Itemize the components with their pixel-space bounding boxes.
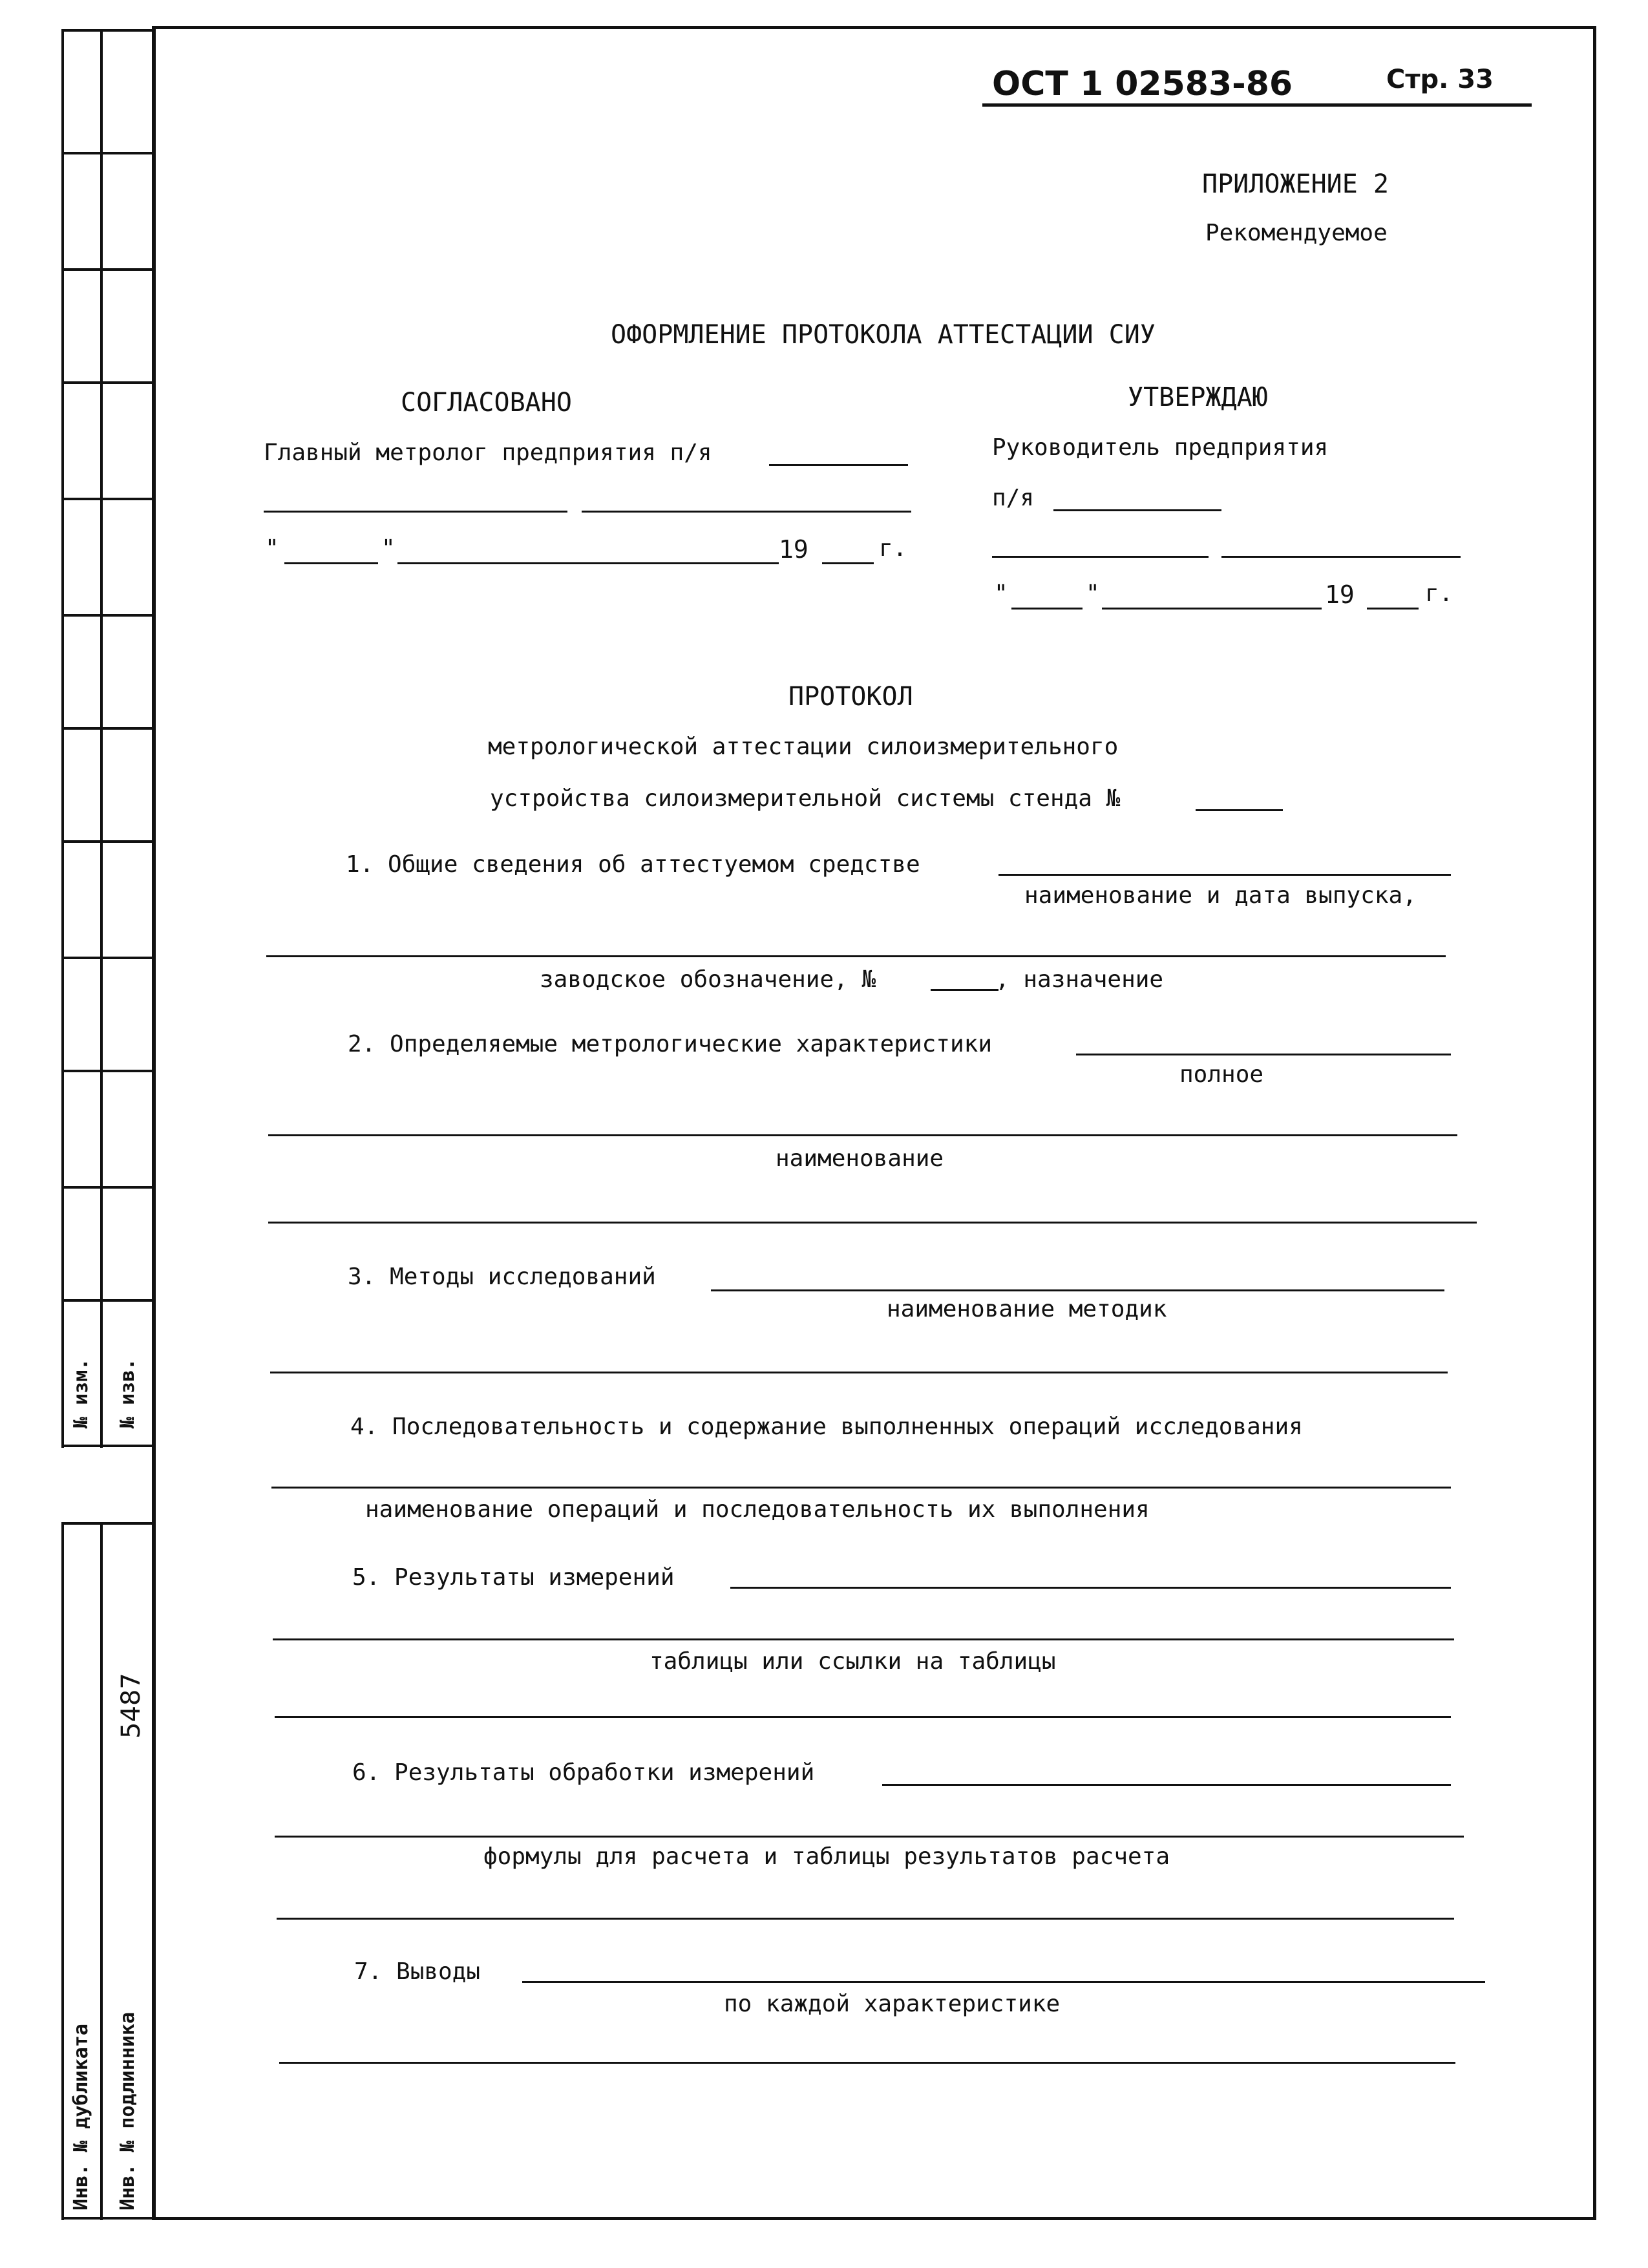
right-year: 19 xyxy=(1325,580,1355,609)
director-pya-blank xyxy=(1053,509,1221,511)
right-date-quote1: " xyxy=(994,580,1008,607)
section-4-label: 4. Последовательность и содержание выполненных операций исследования xyxy=(350,1414,1303,1440)
section-2-label: 2. Определяемые метрологические характеристики xyxy=(348,1031,992,1057)
right-year-blank xyxy=(1367,608,1419,609)
section-2-line3 xyxy=(268,1222,1477,1224)
section-6-label: 6. Результаты обработки измерений xyxy=(352,1759,815,1786)
page-label: Стр. 33 xyxy=(1386,65,1494,94)
left-date-quote2: " xyxy=(381,535,396,562)
section-4-line2 xyxy=(271,1487,1451,1489)
left-date-month-blank xyxy=(397,562,779,564)
director-pya-label: п/я xyxy=(992,485,1035,511)
left-date-quote1: " xyxy=(265,535,279,562)
section-1-field xyxy=(998,874,1451,876)
page-frame xyxy=(152,26,1596,2220)
metrologist-label: Главный метролог предприятия п/я xyxy=(264,440,712,466)
section-3-label: 3. Методы исследований xyxy=(348,1264,656,1290)
appendix-title: ПРИЛОЖЕНИЕ 2 xyxy=(1202,169,1389,199)
appendix-status: Рекомендуемое xyxy=(1205,220,1388,246)
section-1-label: 1. Общие сведения об аттестуемом средстве xyxy=(346,851,920,878)
right-date-month-blank xyxy=(1102,608,1322,609)
dubl-label: Инв. № дубликата xyxy=(70,2024,92,2210)
protocol-title: ПРОТОКОЛ xyxy=(788,682,913,712)
main-title: ОФОРМЛЕНИЕ ПРОТОКОЛА АТТЕСТАЦИИ СИУ xyxy=(611,320,1156,350)
section-7-hint1: по каждой характеристике xyxy=(724,1991,1061,2017)
approve-heading: УТВЕРЖДАЮ xyxy=(1128,383,1268,412)
section-5-hint1: таблицы или ссылки на таблицы xyxy=(650,1648,1056,1675)
left-year-suffix: г. xyxy=(879,535,907,562)
section-3-hint1: наименование методик xyxy=(887,1296,1167,1322)
right-year-suffix: г. xyxy=(1425,580,1453,607)
left-date-day-blank xyxy=(284,562,378,564)
section-3-line2 xyxy=(270,1372,1448,1373)
protocol-subtitle2: устройства силоизмерительной системы стенда № xyxy=(490,785,1121,812)
section-6-hint1: формулы для расчета и таблицы результатов расчета xyxy=(483,1843,1170,1870)
director-name-blank xyxy=(1221,556,1461,558)
section-2-field xyxy=(1076,1054,1451,1055)
section-1-line2 xyxy=(266,955,1446,957)
section-6-line2 xyxy=(275,1836,1464,1838)
section-1-hint1: наименование и дата выпуска, xyxy=(1024,882,1417,909)
section-1-hint2b: , назначение xyxy=(995,966,1164,993)
section-7-label: 7. Выводы xyxy=(354,1958,481,1985)
podl-number: 5487 xyxy=(116,1673,146,1739)
metrologist-pya-blank xyxy=(769,464,908,466)
section-5-label: 5. Результаты измерений xyxy=(352,1564,675,1591)
section-6-line3 xyxy=(277,1918,1454,1920)
section-5-line2 xyxy=(273,1638,1454,1640)
section-2-hint1: полное xyxy=(1179,1061,1264,1088)
section-3-field xyxy=(711,1289,1444,1291)
metrologist-signature-blank xyxy=(264,511,567,513)
protocol-subtitle1: метрологической аттестации силоизмерительного xyxy=(488,734,1119,760)
agreed-heading: СОГЛАСОВАНО xyxy=(401,388,572,418)
right-date-quote2: " xyxy=(1086,580,1100,607)
metrologist-name-blank xyxy=(582,511,911,513)
section-1-hint2: заводское обозначение, № xyxy=(540,966,876,993)
section-1-number-blank xyxy=(931,989,998,991)
podl-label: Инв. № подлинника xyxy=(116,2011,139,2210)
director-signature-blank xyxy=(992,556,1209,558)
section-4-hint1: наименование операций и последовательность их выполнения xyxy=(365,1496,1150,1523)
header-underline xyxy=(982,103,1532,107)
director-label: Руководитель предприятия xyxy=(992,434,1329,461)
doc-code: ОСТ 1 02583-86 xyxy=(992,65,1293,103)
section-5-line3 xyxy=(275,1716,1451,1718)
section-6-field xyxy=(882,1784,1451,1786)
section-2-line2 xyxy=(268,1134,1457,1136)
stand-number-blank xyxy=(1196,809,1283,811)
right-date-day-blank xyxy=(1011,608,1083,609)
section-7-field xyxy=(522,1981,1485,1983)
section-7-line2 xyxy=(279,2062,1455,2064)
left-year-blank xyxy=(822,562,874,564)
izv-label: № изв. xyxy=(116,1358,139,1428)
left-year: 19 xyxy=(779,535,808,564)
section-5-field xyxy=(730,1587,1451,1589)
izm-label: № изм. xyxy=(70,1358,92,1428)
section-2-hint2: наименование xyxy=(776,1145,944,1172)
